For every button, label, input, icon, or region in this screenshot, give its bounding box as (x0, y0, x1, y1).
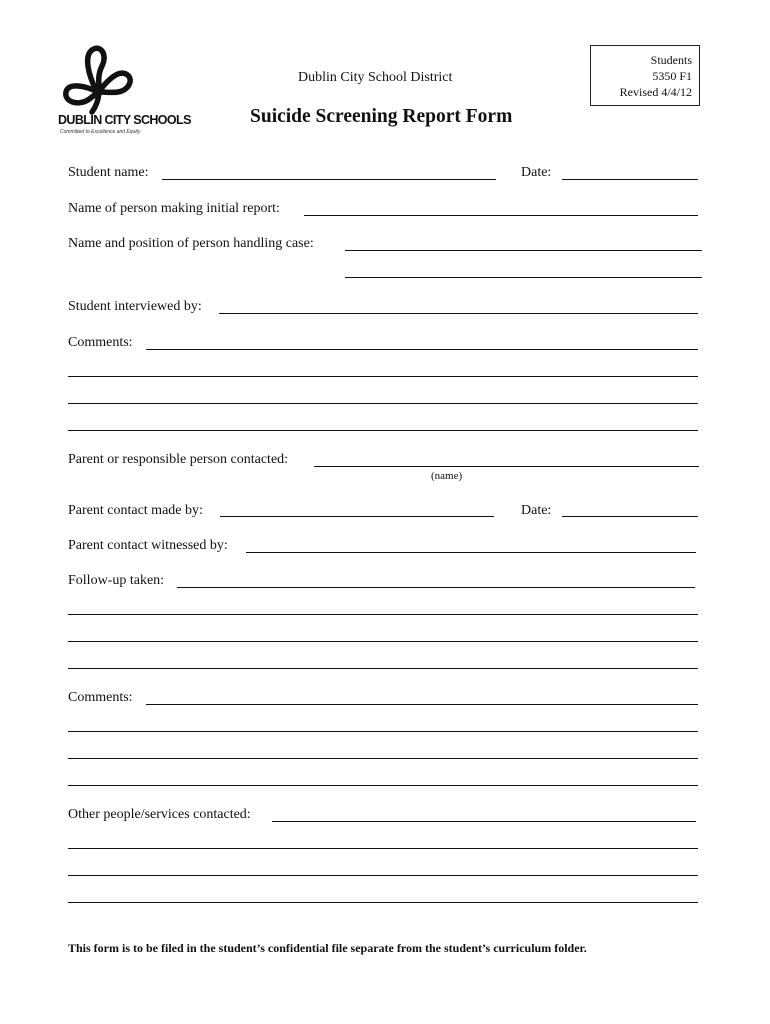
parent-date-label: Date: (521, 503, 552, 518)
comments-line[interactable] (68, 403, 698, 404)
handling-case-field[interactable] (345, 250, 702, 251)
policy-number: 5350 F1 (652, 69, 692, 83)
other-contacted-line[interactable] (68, 875, 698, 876)
witnessed-by-field[interactable] (246, 552, 696, 553)
comments2-label: Comments: (68, 690, 133, 705)
name-hint: (name) (431, 470, 463, 482)
comments2-line[interactable] (68, 785, 698, 786)
student-name-label: Student name: (68, 165, 149, 180)
parent-date-field[interactable] (562, 516, 698, 517)
interviewed-by-label: Student interviewed by: (68, 299, 202, 314)
other-contacted-line[interactable] (68, 848, 698, 849)
other-contacted-label: Other people/services contacted: (68, 807, 251, 822)
form-title: Suicide Screening Report Form (250, 106, 513, 127)
comments-field[interactable] (146, 349, 698, 350)
parent-contacted-field[interactable] (314, 466, 699, 467)
parent-contact-by-label: Parent contact made by: (68, 503, 203, 518)
other-contacted-field[interactable] (272, 821, 696, 822)
comments2-field[interactable] (146, 704, 698, 705)
other-contacted-line[interactable] (68, 902, 698, 903)
logo-tagline: Committed to Excellence and Equity (60, 129, 141, 135)
date-field[interactable] (562, 179, 698, 180)
student-name-field[interactable] (162, 179, 496, 180)
comments2-line[interactable] (68, 758, 698, 759)
initial-report-field[interactable] (304, 215, 698, 216)
follow-up-label: Follow-up taken: (68, 573, 165, 588)
follow-up-line[interactable] (68, 668, 698, 669)
policy-section: Students (650, 53, 692, 67)
follow-up-field[interactable] (177, 587, 695, 588)
comments-line[interactable] (68, 430, 698, 431)
policy-box (590, 45, 700, 106)
initial-report-label: Name of person making initial report: (68, 201, 280, 216)
witnessed-by-label: Parent contact witnessed by: (68, 538, 228, 553)
comments-label: Comments: (68, 335, 133, 350)
comments2-line[interactable] (68, 731, 698, 732)
handling-case-label: Name and position of person handling case: (68, 236, 314, 251)
handling-case-field-2[interactable] (345, 277, 702, 278)
filing-note: This form is to be filed in the student’s confidential file separate from the student’s curriculum folder. (68, 941, 587, 955)
logo-wordmark: DUBLIN CITY SCHOOLS (58, 113, 191, 127)
comments-line[interactable] (68, 376, 698, 377)
date-label: Date: (521, 165, 552, 180)
follow-up-line[interactable] (68, 641, 698, 642)
follow-up-line[interactable] (68, 614, 698, 615)
interviewed-by-field[interactable] (219, 313, 698, 314)
parent-contacted-label: Parent or responsible person contacted: (68, 452, 289, 467)
district-name: Dublin City School District (298, 70, 453, 85)
policy-revised: Revised 4/4/12 (619, 85, 692, 99)
parent-contact-by-field[interactable] (220, 516, 494, 517)
